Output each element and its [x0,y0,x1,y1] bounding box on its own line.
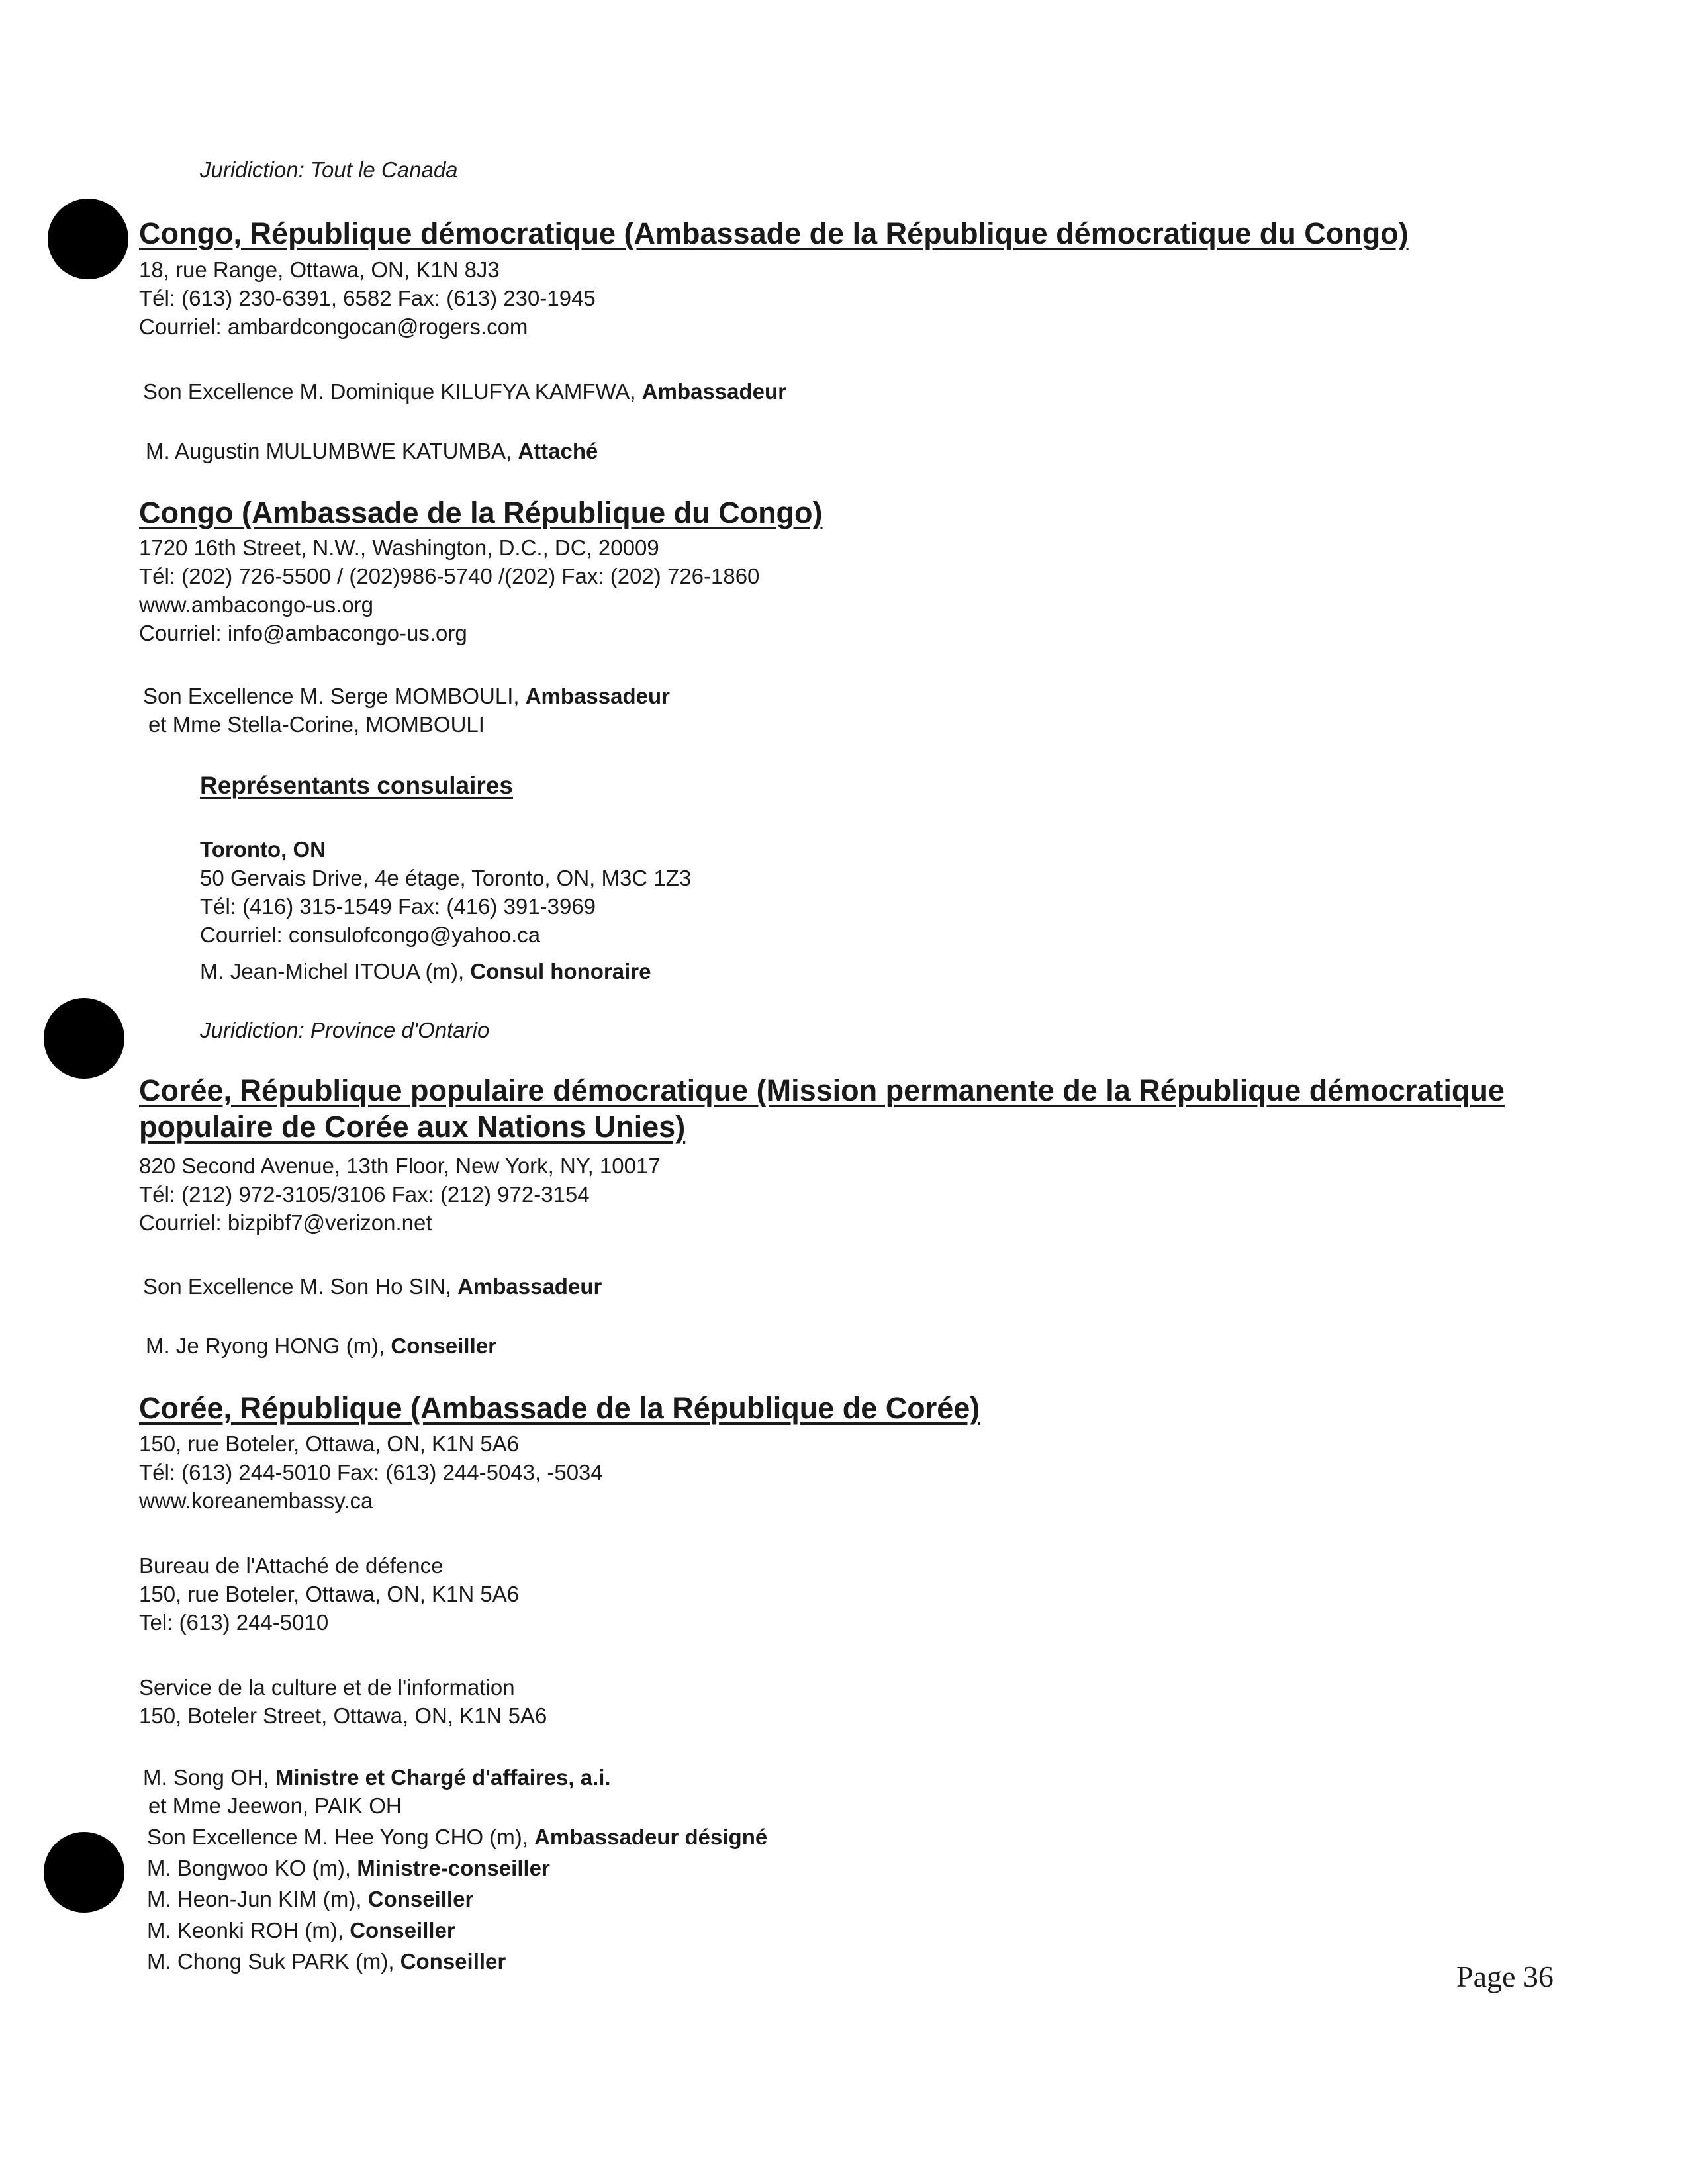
culture-office-address: 150, Boteler Street, Ottawa, ON, K1N 5A6 [139,1704,547,1728]
coree-r-phone: Tél: (613) 244-5010 Fax: (613) 244-5043, -5034 [139,1460,603,1484]
staff-title: Conseiller [391,1334,496,1358]
staff-name: Son Excellence M. Dominique KILUFYA KAMFWA, [143,379,642,404]
coree-rpd-email: Courriel: bizpibf7@verizon.net [139,1210,432,1235]
coree-r-staff-list [147,1821,767,1977]
charge-spouse: et Mme Jeewon, PAIK OH [148,1794,402,1818]
coree-rpd-contact [139,1152,661,1237]
coree-r-charge [143,1763,611,1820]
coree-r-defence-block [139,1551,519,1637]
congo-rdc-contact [139,255,596,341]
staff-name: M. Song OH, [143,1765,275,1790]
coree-rpd-conseiller [146,1332,496,1360]
congo-rc-spouse: et Mme Stella-Corine, MOMBOULI [148,712,485,737]
congo-rdc-address: 18, rue Range, Ottawa, ON, K1N 8J3 [139,257,500,282]
congo-rc-ambassador [143,682,670,739]
page-number: Page 36 [1456,1960,1554,1993]
staff-title: Ministre et Chargé d'affaires, a.i. [275,1765,611,1790]
congo-rc-contact [139,533,759,647]
coree-rpd-address: 820 Second Avenue, 13th Floor, New York, NY, 10017 [139,1154,661,1178]
coree-r-culture-block [139,1673,547,1730]
consulate-block [200,835,691,949]
defence-office-phone: Tel: (613) 244-5010 [139,1610,329,1635]
staff-title: Ambassadeur désigné [534,1825,768,1849]
consulate-email: Courriel: consulofcongo@yahoo.ca [200,923,541,947]
congo-rdc-ambassador [143,377,786,406]
staff-row [147,1884,767,1915]
congo-rc-email: Courriel: info@ambacongo-us.org [139,621,467,645]
staff-name: Son Excellence M. Son Ho SIN, [143,1274,458,1298]
staff-title: Ministre-conseiller [357,1856,550,1880]
coree-rpd-ambassador [143,1272,602,1300]
staff-row [147,1915,767,1946]
consulate-city: Toronto, ON [200,837,326,862]
coree-r-address: 150, rue Boteler, Ottawa, ON, K1N 5A6 [139,1432,520,1456]
staff-title: Conseiller [350,1918,455,1942]
staff-name: M. Je Ryong HONG (m), [146,1334,391,1358]
coree-rpd-phone: Tél: (212) 972-3105/3106 Fax: (212) 972-3154 [139,1182,590,1206]
staff-title: Conseiller [400,1949,506,1974]
congo-rc-phone: Tél: (202) 726-5500 / (202)986-5740 /(202) Fax: (202) 726-1860 [139,564,760,588]
staff-name: Son Excellence M. Hee Yong CHO (m), [147,1825,535,1849]
coree-r-contact [139,1430,603,1515]
staff-row [147,1852,767,1884]
consulate-phone: Tél: (416) 315-1549 Fax: (416) 391-3969 [200,894,596,919]
congo-rdc-email: Courriel: ambardcongocan@rogers.com [139,314,528,339]
staff-name: M. Chong Suk PARK (m), [147,1949,400,1974]
staff-title: Ambassadeur [525,684,670,708]
staff-title: Consul honoraire [470,959,651,983]
congo-rdc-phone: Tél: (613) 230-6391, 6582 Fax: (613) 230-1945 [139,286,596,310]
staff-title: Attaché [518,439,598,463]
staff-title: Conseiller [367,1887,474,1911]
staff-name: Son Excellence M. Serge MOMBOULI, [143,684,526,708]
charge-line [143,1763,611,1792]
culture-office-name: Service de la culture et de l'information [139,1675,515,1700]
coree-r-website: www.koreanembassy.ca [139,1488,373,1513]
staff-name: M. Augustin MULUMBWE KATUMBA, [146,439,518,463]
binder-hole-2 [44,998,124,1079]
congo-rdc-heading: Congo, République démocratique (Ambassade de la République démocratique du Congo) [139,216,1409,250]
defence-office-name: Bureau de l'Attaché de défence [139,1553,444,1578]
consulate-jurisdiction: Juridiction: Province d'Ontario [200,1018,490,1042]
binder-hole-1 [48,199,128,279]
consulate-address: 50 Gervais Drive, 4e étage, Toronto, ON, M3C 1Z3 [200,866,692,890]
staff-row [147,1821,767,1852]
staff-row [147,1946,767,1977]
congo-rc-address: 1720 16th Street, N.W., Washington, D.C., DC, 20009 [139,535,659,560]
coree-rpd-heading [139,1072,1505,1145]
congo-rdc-attache [146,437,598,465]
consular-heading: Représentants consulaires [200,772,513,799]
coree-rpd-heading-line2: populaire de Corée aux Nations Unies) [139,1110,686,1144]
staff-name: M. Keonki ROH (m), [147,1918,350,1942]
staff-title: Ambassadeur [457,1274,602,1298]
binder-hole-3 [44,1832,124,1913]
staff-title: Ambassadeur [641,379,787,404]
consulate-officer [200,957,651,985]
jurisdiction-top: Juridiction: Tout le Canada [200,158,458,182]
congo-rc-website: www.ambacongo-us.org [139,592,374,617]
congo-rc-heading: Congo (Ambassade de la République du Congo) [139,496,823,529]
congo-rc-ambassador-line [143,682,670,710]
staff-name: M. Heon-Jun KIM (m), [147,1887,368,1911]
staff-name: M. Bongwoo KO (m), [147,1856,357,1880]
defence-office-address: 150, rue Boteler, Ottawa, ON, K1N 5A6 [139,1582,520,1606]
coree-rpd-heading-line1: Corée, République populaire démocratique (Mission permanente de la République démocratique [139,1073,1505,1107]
staff-name: M. Jean-Michel ITOUA (m), [200,959,471,983]
coree-r-heading: Corée, République (Ambassade de la République de Corée) [139,1391,980,1425]
